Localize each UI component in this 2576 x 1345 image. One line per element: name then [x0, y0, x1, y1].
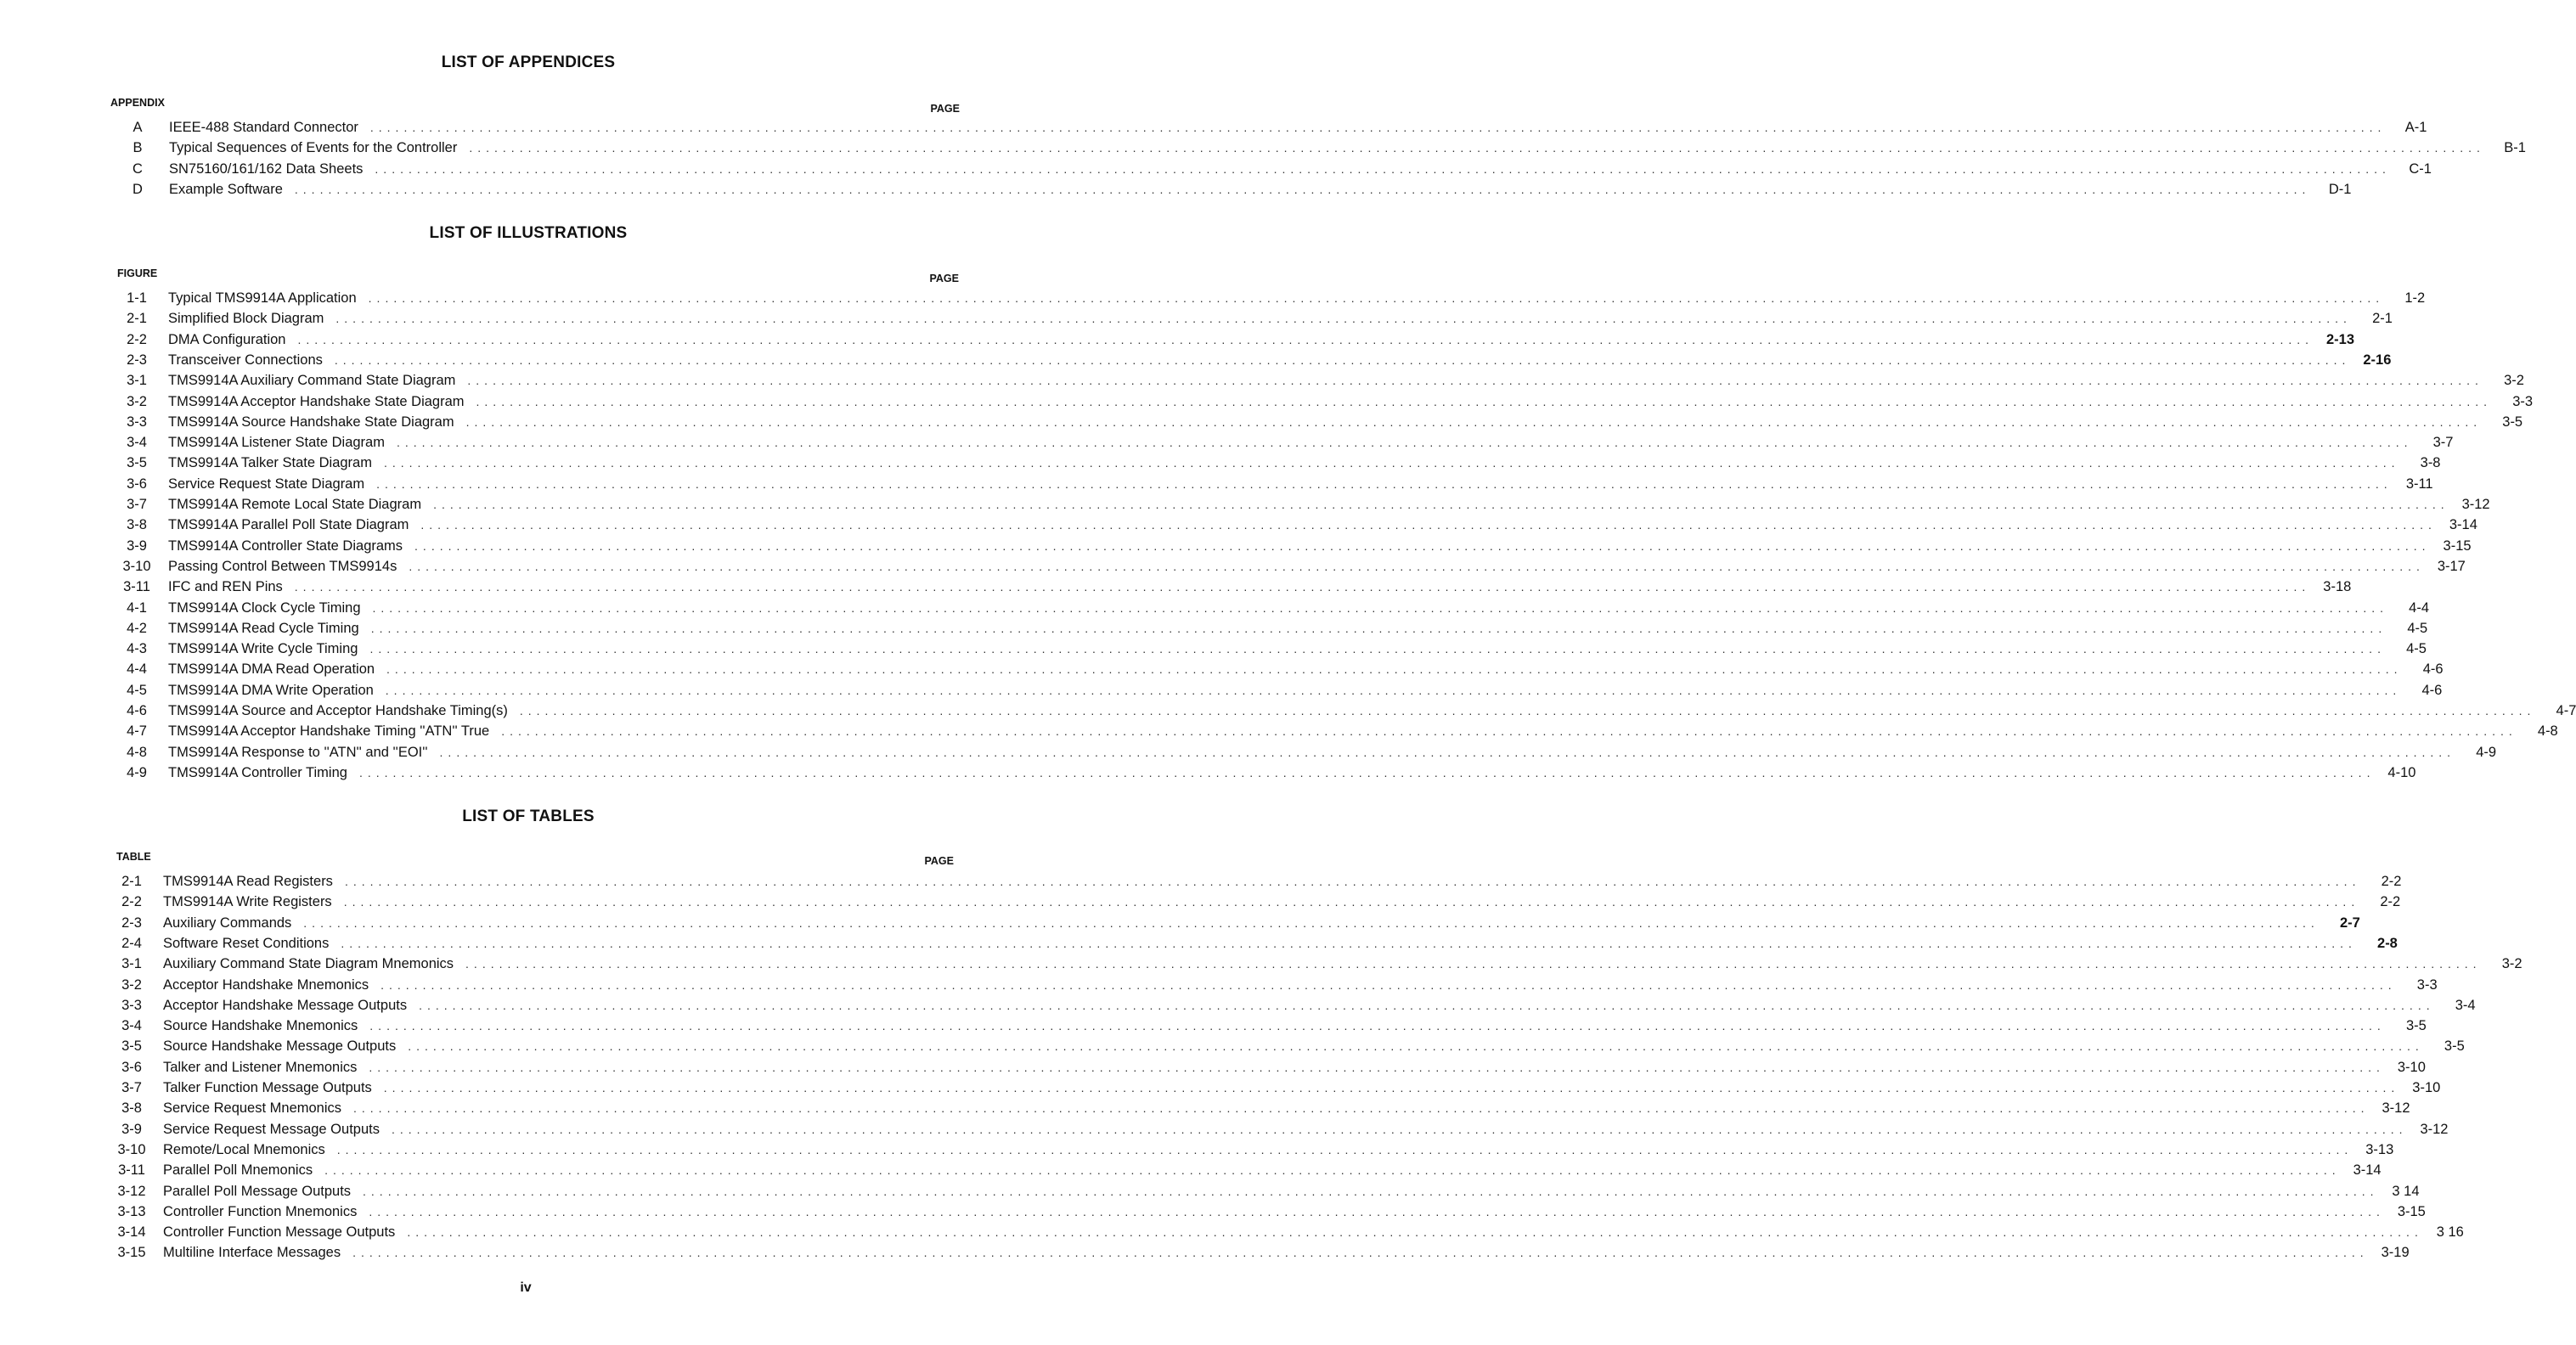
dot-leader: ................................................................................................................................................................................................................................................: [369, 121, 2387, 134]
dot-leader: ................................................................................................................................................................................................................................................: [386, 662, 2403, 677]
entry-title: TMS9914A Controller State Diagrams: [168, 537, 403, 554]
entry-number: 3-8: [127, 517, 147, 533]
toc-entry: [115, 1161, 2382, 1179]
toc-entry: [120, 330, 2355, 349]
entry-page: 3-14: [2353, 1162, 2382, 1179]
toc-entry: [120, 639, 2427, 658]
entry-number: 3-7: [127, 497, 147, 512]
entry-title: Parallel Poll Message Outputs: [163, 1183, 352, 1199]
entry-number: 3-12: [117, 1183, 146, 1199]
entry-title: IFC and REN Pins: [168, 579, 283, 595]
toc-entry: [120, 701, 2576, 720]
dot-leader: ................................................................................................................................................................................................................................................: [297, 332, 2314, 346]
dot-leader: ................................................................................................................................................................................................................................................: [519, 704, 2536, 718]
entry-title: Controller Function Message Outputs: [163, 1224, 396, 1241]
entry-number: 4-1: [127, 599, 147, 616]
entry-title: TMS9914A Remote Local State Diagram: [168, 497, 422, 512]
entry-number: 4-6: [127, 703, 147, 718]
toc-entry: [121, 160, 2432, 178]
toc-entry: [115, 934, 2398, 953]
entry-number: 3-5: [127, 455, 147, 471]
appendix-page-label: PAGE: [930, 103, 960, 115]
dot-leader: ................................................................................................................................................................................................................................................: [419, 998, 2435, 1012]
entry-title: Acceptor Handshake Message Outputs: [163, 997, 408, 1013]
entry-number: 2-4: [121, 935, 142, 951]
dot-leader: ................................................................................................................................................................................................................................................: [294, 182, 2311, 196]
entry-page: 4-7: [2556, 703, 2576, 718]
entry-title: Source Handshake Mnemonics: [163, 1018, 358, 1034]
dot-leader: ................................................................................................................................................................................................................................................: [324, 1163, 2341, 1178]
entry-title: Service Request State Diagram: [168, 476, 365, 492]
dot-leader: ................................................................................................................................................................................................................................................: [439, 745, 2456, 759]
entry-number: 3-9: [121, 1121, 142, 1137]
entry-title: Example Software: [169, 181, 283, 197]
dot-leader: ................................................................................................................................................................................................................................................: [420, 518, 2437, 532]
entry-title: TMS9914A Controller Timing: [168, 764, 347, 780]
dot-leader: ................................................................................................................................................................................................................................................: [501, 724, 2517, 739]
entry-page: 3-15: [2397, 1203, 2426, 1219]
entry-number: 3-3: [127, 414, 147, 430]
entry-page: 3-17: [2437, 558, 2466, 574]
toc-entry: [115, 1223, 2464, 1241]
entry-page: 4-6: [2422, 661, 2444, 678]
entry-title: Controller Function Mnemonics: [163, 1203, 358, 1219]
entry-title: Multiline Interface Messages: [163, 1245, 341, 1261]
entry-title: Transceiver Connections: [168, 352, 323, 368]
entry-page: 3-18: [2323, 579, 2352, 595]
toc-entry: [115, 1182, 2420, 1201]
entry-page: 3-8: [2420, 455, 2441, 471]
entry-number: 4-3: [127, 641, 147, 657]
entry-title: TMS9914A Clock Cycle Timing: [168, 599, 361, 616]
entry-number: 3-14: [117, 1224, 146, 1241]
entry-title: TMS9914A Listener State Diagram: [168, 435, 385, 451]
entry-number: 3-3: [121, 997, 142, 1013]
entry-title: Simplified Block Diagram: [168, 311, 324, 327]
figure-page-label: PAGE: [929, 273, 959, 284]
dot-leader: ................................................................................................................................................................................................................................................: [469, 141, 2485, 155]
entry-number: 3-4: [127, 435, 147, 451]
entry-page: C-1: [2409, 160, 2432, 177]
entry-number: 3-10: [117, 1141, 146, 1157]
appendix-column-label: APPENDIX: [110, 97, 165, 109]
entry-title: TMS9914A Read Registers: [163, 874, 333, 889]
entry-number: 3-15: [117, 1245, 146, 1261]
dot-leader: ................................................................................................................................................................................................................................................: [294, 580, 2311, 594]
entry-number: A: [132, 120, 143, 135]
entry-title: DMA Configuration: [168, 331, 286, 347]
entry-title: Source Handshake Message Outputs: [163, 1038, 397, 1055]
toc-entry: [120, 371, 2524, 390]
entry-number: 3-10: [122, 558, 151, 574]
toc-entry: [115, 1058, 2426, 1077]
entry-page: 3-2: [2504, 373, 2524, 389]
entry-number: 3-5: [121, 1038, 142, 1055]
entry-title: Talker Function Message Outputs: [163, 1080, 372, 1095]
entry-page: 3 16: [2436, 1224, 2464, 1241]
dot-leader: ................................................................................................................................................................................................................................................: [465, 414, 2483, 429]
entry-title: TMS9914A Source and Acceptor Handshake Timing(s): [168, 703, 508, 718]
entry-number: 4-2: [127, 620, 147, 636]
toc-entry: [120, 495, 2490, 514]
entry-page: 4-10: [2387, 764, 2416, 780]
entry-page: 4-8: [2537, 723, 2558, 740]
toc-entry: [120, 475, 2433, 493]
dot-leader: ................................................................................................................................................................................................................................................: [465, 957, 2482, 971]
entry-page: 3-12: [2382, 1100, 2410, 1117]
toc-entry: [115, 914, 2360, 932]
entry-title: TMS9914A Write Cycle Timing: [168, 641, 358, 657]
entry-title: TMS9914A DMA Write Operation: [168, 682, 374, 698]
appendices-title: LIST OF APPENDICES: [441, 53, 616, 71]
entry-page: 3-10: [2397, 1059, 2426, 1075]
dot-leader: ................................................................................................................................................................................................................................................: [383, 456, 2400, 470]
entry-number: 2-3: [121, 914, 142, 931]
dot-leader: ................................................................................................................................................................................................................................................: [369, 1060, 2385, 1074]
dot-leader: ................................................................................................................................................................................................................................................: [376, 476, 2393, 491]
entry-number: 1-1: [127, 290, 147, 306]
toc-entry: [120, 619, 2428, 638]
dot-leader: ................................................................................................................................................................................................................................................: [391, 1122, 2408, 1136]
toc-entry: [120, 392, 2534, 411]
entry-number: 3-6: [127, 476, 147, 492]
entry-title: TMS9914A Response to ''ATN'' and ''EOI'': [168, 744, 428, 760]
dot-leader: ................................................................................................................................................................................................................................................: [363, 1184, 2379, 1198]
entry-page: 3-12: [2461, 497, 2490, 512]
entry-page: 3-5: [2444, 1038, 2465, 1055]
dot-leader: ................................................................................................................................................................................................................................................: [433, 498, 2449, 511]
entry-title: TMS9914A Parallel Poll State Diagram: [168, 517, 409, 533]
entry-page: 3-12: [2420, 1121, 2449, 1137]
toc-entry: [115, 872, 2402, 891]
entry-page: 2-8: [2377, 935, 2398, 951]
dot-leader: ................................................................................................................................................................................................................................................: [336, 1142, 2353, 1156]
toc-entry: [115, 1202, 2426, 1221]
entry-page: 2-7: [2339, 914, 2360, 931]
entry-page: 4-5: [2407, 620, 2428, 636]
toc-entry: [120, 289, 2426, 307]
entry-number: 3-1: [121, 956, 142, 972]
dot-leader: ................................................................................................................................................................................................................................................: [385, 683, 2402, 697]
entry-title: TMS9914A Write Registers: [163, 894, 332, 910]
toc-entry: [120, 351, 2392, 369]
dot-leader: ................................................................................................................................................................................................................................................: [396, 436, 2413, 450]
entry-title: Software Reset Conditions: [163, 935, 330, 951]
entry-number: 3-1: [127, 373, 147, 389]
entry-page: 3-5: [2502, 414, 2523, 430]
entry-page: B-1: [2504, 140, 2526, 156]
entry-page: 3 14: [2392, 1183, 2420, 1199]
entry-number: 2-3: [127, 352, 147, 368]
toc-entry: [120, 433, 2454, 452]
entry-title: Typical TMS9914A Application: [168, 290, 357, 306]
toc-entry: [120, 309, 2393, 328]
entry-title: TMS9914A Acceptor Handshake Timing ''ATN'' True: [168, 723, 490, 740]
entry-number: 3-4: [121, 1018, 142, 1034]
dot-leader: ................................................................................................................................................................................................................................................: [372, 600, 2389, 615]
toc-entry: [120, 763, 2416, 782]
entry-number: 3-2: [127, 393, 147, 409]
entry-page: 4-4: [2409, 599, 2430, 616]
entry-number: 3-11: [118, 1162, 145, 1179]
dot-leader: ................................................................................................................................................................................................................................................: [353, 1101, 2370, 1116]
dot-leader: ................................................................................................................................................................................................................................................: [407, 1225, 2423, 1240]
toc-entry: [115, 1243, 2410, 1262]
entry-page: 3-7: [2432, 435, 2454, 451]
entry-number: 4-8: [127, 744, 147, 760]
entry-title: TMS9914A Source Handshake State Diagram: [168, 414, 454, 430]
toc-entry: [120, 453, 2441, 472]
entry-page: 2-1: [2372, 311, 2393, 327]
toc-entry: [115, 976, 2438, 994]
entry-title: Parallel Poll Mnemonics: [163, 1162, 313, 1179]
entry-title: SN75160/161/162 Data Sheets: [169, 160, 364, 177]
dot-leader: ................................................................................................................................................................................................................................................: [370, 621, 2387, 635]
entry-number: 3-11: [123, 579, 150, 595]
entry-title: Acceptor Handshake Mnemonics: [163, 976, 369, 993]
toc-entry: [115, 1016, 2427, 1035]
dot-leader: ................................................................................................................................................................................................................................................: [476, 394, 2493, 408]
entry-number: 2-2: [121, 894, 142, 910]
entry-title: TMS9914A Talker State Diagram: [168, 455, 372, 471]
entry-page: 2-2: [2380, 894, 2401, 910]
toc-entry: [121, 118, 2427, 137]
entry-page: 4-5: [2406, 641, 2427, 657]
entry-page: 4-9: [2476, 744, 2497, 760]
toc-entry: [120, 743, 2497, 762]
entry-page: A-1: [2404, 120, 2427, 135]
toc-entry: [121, 180, 2352, 199]
dot-leader: ................................................................................................................................................................................................................................................: [375, 161, 2391, 176]
toc-entry: [115, 1140, 2394, 1159]
entry-title: Talker and Listener Mnemonics: [163, 1059, 358, 1075]
toc-entry: [115, 892, 2401, 911]
entry-number: C: [132, 160, 143, 177]
dot-leader: ................................................................................................................................................................................................................................................: [383, 1081, 2400, 1095]
entry-page: 3-3: [2416, 976, 2438, 993]
entry-title: Auxiliary Command State Diagram Mnemonics: [163, 956, 454, 972]
entry-title: Auxiliary Commands: [163, 914, 292, 931]
toc-entry: [120, 722, 2558, 740]
entry-number: 4-4: [127, 661, 147, 678]
entry-page: 3-5: [2405, 1018, 2427, 1034]
dot-leader: ................................................................................................................................................................................................................................................: [408, 1039, 2424, 1054]
entry-page: 3-2: [2501, 956, 2522, 972]
dot-leader: ................................................................................................................................................................................................................................................: [409, 559, 2425, 573]
entry-number: B: [132, 140, 143, 156]
toc-entry: [115, 1099, 2410, 1117]
dot-leader: ................................................................................................................................................................................................................................................: [414, 538, 2431, 553]
toc-entry: [120, 413, 2523, 431]
entry-title: Remote/Local Mnemonics: [163, 1141, 325, 1157]
entry-page: 3-14: [2449, 517, 2477, 533]
entry-title: Typical Sequences of Events for the Controller: [169, 140, 458, 156]
toc-entry: [120, 599, 2430, 617]
figure-column-label: FIGURE: [117, 267, 158, 279]
illustrations-title: LIST OF ILLUSTRATIONS: [429, 224, 628, 242]
entry-number: 2-2: [127, 331, 147, 347]
toc-entry: [115, 954, 2522, 973]
toc-entry: [115, 996, 2476, 1015]
entry-page: 3-13: [2365, 1141, 2394, 1157]
toc-entry: [120, 681, 2443, 700]
dot-leader: ................................................................................................................................................................................................................................................: [369, 1204, 2385, 1218]
entry-page: 2-16: [2363, 352, 2392, 368]
entry-page: 4-6: [2421, 682, 2443, 698]
entry-number: 2-1: [127, 311, 147, 327]
entry-page: 3-4: [2455, 997, 2476, 1013]
toc-entry: [115, 1037, 2465, 1055]
dot-leader: ................................................................................................................................................................................................................................................: [467, 374, 2483, 388]
entry-title: Service Request Mnemonics: [163, 1100, 342, 1117]
dot-leader: ................................................................................................................................................................................................................................................: [358, 765, 2376, 779]
toc-entry: [120, 660, 2444, 678]
entry-page: 3-19: [2381, 1245, 2410, 1261]
tables-title: LIST OF TABLES: [462, 808, 595, 825]
dot-leader: ................................................................................................................................................................................................................................................: [369, 1019, 2386, 1033]
dot-leader: ................................................................................................................................................................................................................................................: [335, 312, 2352, 326]
dot-leader: ................................................................................................................................................................................................................................................: [368, 291, 2385, 305]
entry-title: Passing Control Between TMS9914s: [168, 558, 397, 574]
entry-page: 1-2: [2404, 290, 2426, 306]
entry-number: 3-9: [127, 537, 147, 554]
entry-number: 3-8: [121, 1100, 142, 1117]
entry-page: 3-11: [2405, 476, 2433, 492]
entry-title: TMS9914A Acceptor Handshake State Diagram: [168, 393, 465, 409]
toc-entry: [115, 1078, 2441, 1097]
toc-entry: [120, 577, 2352, 596]
dot-leader: ................................................................................................................................................................................................................................................: [303, 915, 2320, 930]
entry-number: D: [132, 181, 143, 197]
entry-title: Service Request Message Outputs: [163, 1121, 380, 1137]
page-number: iv: [520, 1280, 532, 1295]
entry-page: 3-3: [2512, 393, 2534, 409]
entry-page: 2-13: [2325, 331, 2355, 347]
entry-page: 3-15: [2443, 537, 2472, 554]
entry-number: 4-7: [127, 723, 147, 740]
dot-leader: ................................................................................................................................................................................................................................................: [341, 936, 2357, 950]
dot-leader: ................................................................................................................................................................................................................................................: [380, 977, 2397, 992]
entry-number: 3-6: [121, 1059, 142, 1075]
table-column-label: TABLE: [116, 851, 151, 863]
entry-page: D-1: [2328, 181, 2352, 197]
entry-number: 4-9: [127, 764, 147, 780]
entry-page: 3-10: [2412, 1080, 2441, 1095]
entry-number: 4-5: [127, 682, 147, 698]
entry-title: TMS9914A Auxiliary Command State Diagram: [168, 373, 456, 389]
dot-leader: ................................................................................................................................................................................................................................................: [352, 1246, 2369, 1260]
toc-entry: [120, 537, 2472, 555]
entry-number: 3-7: [121, 1080, 142, 1095]
dot-leader: ................................................................................................................................................................................................................................................: [344, 875, 2361, 888]
table-page-label: PAGE: [924, 855, 954, 867]
entry-title: TMS9914A Read Cycle Timing: [168, 620, 359, 636]
entry-title: TMS9914A DMA Read Operation: [168, 661, 375, 678]
entry-title: IEEE-488 Standard Connector: [169, 120, 358, 135]
dot-leader: ................................................................................................................................................................................................................................................: [334, 352, 2351, 367]
toc-entry: [115, 1120, 2449, 1139]
entry-number: 3-2: [121, 976, 142, 993]
toc-entry: [121, 138, 2526, 157]
dot-leader: ................................................................................................................................................................................................................................................: [369, 642, 2386, 656]
entry-number: 3-13: [117, 1203, 146, 1219]
dot-leader: ................................................................................................................................................................................................................................................: [343, 895, 2360, 909]
toc-entry: [120, 515, 2477, 534]
toc-entry: [120, 557, 2466, 576]
entry-page: 2-2: [2381, 874, 2402, 889]
entry-number: 2-1: [121, 874, 142, 889]
